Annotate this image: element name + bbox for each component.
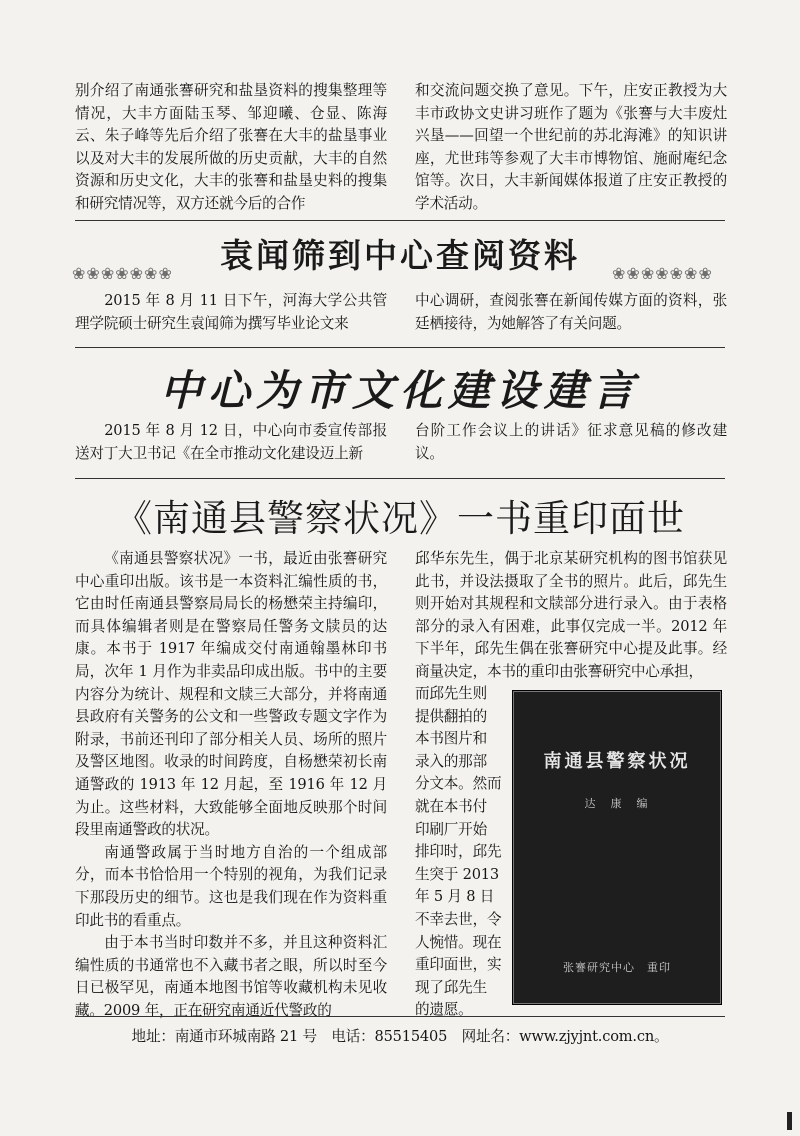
- narrow-line: 提供翻拍的: [415, 707, 487, 725]
- article1-left-column: [75, 290, 387, 335]
- top-left-text: 别介绍了南通张謇研究和盐垦资料的搜集整理等情况，大丰方面陆玉琴、邹迎曦、仓显、陈海云、朱子峰等先后介绍了张謇在大丰的盐垦事业以及对大丰的发展所做的历史贡献，大丰的自然资源和历史文化，大丰的张謇和盐垦史料的搜集和研究情况等，双方还就今后的合作: [75, 82, 387, 212]
- top-right-text: 和交流问题交换了意见。下午，庄安正教授为大丰市政协文史讲习班作了题为《张謇与大丰废灶兴垦——回望一个世纪前的苏北海滩》的知识讲座，尤世玮等参观了大丰市博物馆、施耐庵纪念馆等。次日，大丰新闻媒体报道了庄安正教授的学术活动。: [415, 82, 727, 212]
- article2-left-column: [75, 420, 387, 465]
- book-cover-title: 南通县警察状况: [543, 751, 691, 772]
- article3-title: 《南通县警察状况》一书重印面世: [115, 497, 685, 540]
- article3-paragraph-1: 《南通县警察状况》一书，最近由张謇研究中心重印出版。该书是一本资料汇编性质的书，它由时任南通县警察局局长的杨懋荣主持编印，而具体编辑者则是在警察局任警务文牍员的达康。本书于 1917 年编成交付南通翰墨林印书局，次年 1 月作为非卖品印成出版。书中的主要内容分为统计、规程和文牍三大部分，并将南通县政府有关警务的公文和一些警政专题文字作为附录，书前还刊印了部分相关人员、场所的照片及警区地图。收录的时间跨度，自杨懋荣初长南通警政的 1913 年 12 月起，至 1916 年 12 月为止。这些材料，大致能够全面地反映那个时间段里南通警政的状况。: [75, 550, 387, 839]
- divider-1: [75, 220, 725, 221]
- article3-right-text: 邱华东先生，偶于北京某研究机构的图书馆获见此书，并设法摄取了全书的照片。此后，邱先生则开始对其规程和文牍部分进行录入。由于表格部分的录入有困难，此事仅完成一半。2012 年下半年，邱先生偶在张謇研究中心提及此事。经商量决定，本书的重印由张謇研究中心承担，: [415, 550, 727, 680]
- narrow-line: 年 5 月 8 日: [415, 888, 495, 906]
- narrow-line: 的遗愿。: [415, 1001, 473, 1019]
- footer-divider: [75, 1016, 725, 1017]
- narrow-line: 分文本。然而: [415, 775, 502, 793]
- book-cover-image: [512, 690, 722, 1005]
- narrow-line: 现了邱先生: [415, 978, 487, 996]
- article2-right-text: 台阶工作会议上的讲话》征求意见稿的修改建议。: [415, 422, 727, 462]
- article3-right-narrow-column: [415, 683, 515, 1022]
- narrow-line: 本书图片和: [415, 730, 487, 748]
- narrow-line: 生突于 2013: [415, 865, 499, 883]
- article3-right-column: [415, 548, 727, 684]
- divider-3: [75, 478, 725, 479]
- article2-title: 中心为市文化建设建言: [159, 366, 640, 415]
- article2-left-text: 2015 年 8 月 12 日，中心向市委宣传部报送对丁大卫书记《在全市推动文化建设迈上新: [75, 422, 387, 462]
- top-left-column: [75, 80, 387, 216]
- narrow-line: 排印时，邱先: [415, 843, 502, 861]
- footer-contact: 地址：南通市环城南路 21 号 电话：85515405 网址名：www.zjyjnt.com.cn。: [131, 1028, 669, 1045]
- divider-2: [75, 347, 725, 348]
- article1-right-text: 中心调研，查阅张謇在新闻传媒方面的资料，张廷栖接待，为她解答了有关问题。: [415, 292, 727, 332]
- narrow-line: 而邱先生则: [415, 685, 487, 702]
- article1-right-column: [415, 290, 727, 335]
- article3-paragraph-3: 由于本书当时印数并不多，并且这种资料汇编性质的书通常也不入藏书者之眼，所以时至今日已极罕见，南通本地图书馆等收藏机构未见收藏。2009 年，正在研究南通近代警政的: [75, 934, 387, 1019]
- article2-right-column: [415, 420, 727, 465]
- article3-left-column: [75, 548, 387, 1022]
- page-edge-mark: [787, 1112, 792, 1130]
- article1-title: 袁闻筛到中心查阅资料: [220, 236, 580, 275]
- top-right-column: [415, 80, 727, 216]
- narrow-line: 重印面世，实: [415, 956, 502, 974]
- narrow-line: 就在本书付: [415, 797, 487, 815]
- narrow-line: 不幸去世，令: [415, 910, 502, 928]
- narrow-line: 人惋惜。现在: [415, 933, 502, 951]
- narrow-line: 印刷厂开始: [415, 820, 487, 838]
- book-cover-publisher: 张謇研究中心 重印: [563, 961, 671, 974]
- book-cover-author: 达 康 编: [584, 797, 650, 810]
- narrow-line: 录入的那部: [415, 752, 487, 770]
- article1-left-text: 2015 年 8 月 11 日下午，河海大学公共管理学院硕士研究生袁闻筛为撰写毕业论文来: [75, 292, 387, 332]
- article1-decoration-right: ❀❀❀❀❀❀❀: [612, 264, 713, 283]
- article3-paragraph-2: 南通警政属于当时地方自治的一个组成部分，而本书恰恰用一个特别的视角，为我们记录下那段历史的细节。这也是我们现在作为资料重印此书的看重点。: [75, 843, 387, 929]
- article1-decoration-left: ❀❀❀❀❀❀❀: [72, 264, 173, 283]
